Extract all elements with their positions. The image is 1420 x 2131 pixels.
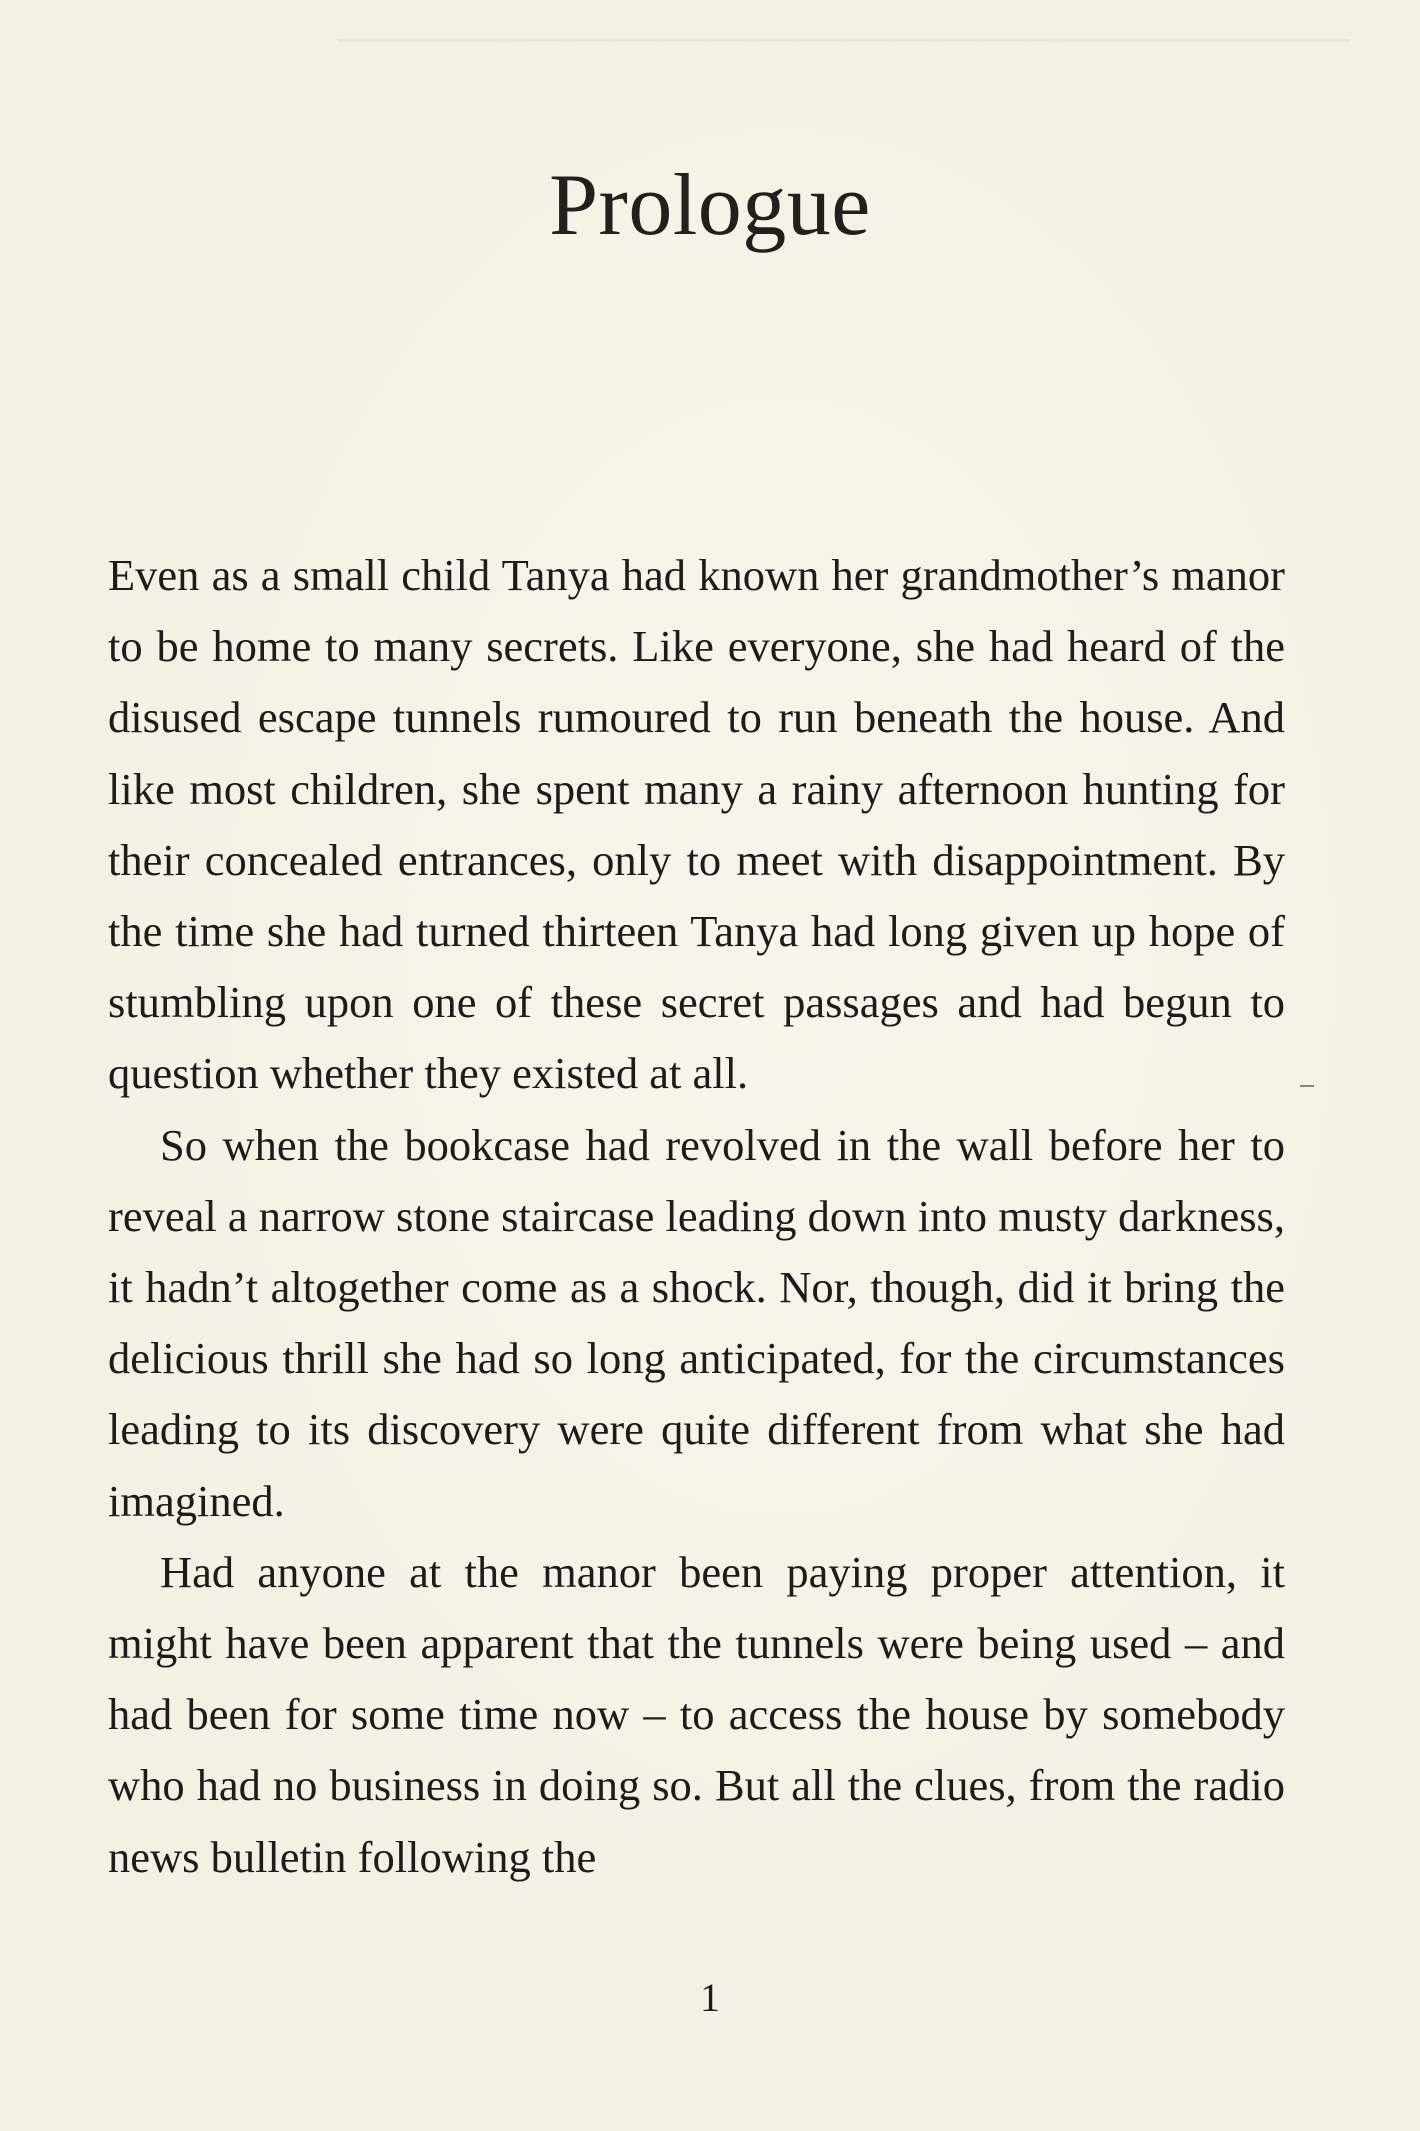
- page-number: 1: [700, 1975, 720, 2020]
- margin-mark: [1300, 1085, 1314, 1087]
- paragraph-3: Had anyone at the manor been paying proper attention, it might have been apparent that the tunnels were being used – and had been for some time now – to access the house by somebody who had no business in doing so. But all the clues, from the radio news bulletin following the: [108, 1546, 1285, 1882]
- body-text: [108, 540, 1285, 1893]
- paragraph-1: Even as a small child Tanya had known her grandmother’s manor to be home to many secrets. Like everyone, she had heard of the disused escape tunnels rumoured to run beneath the house. And like most children, she spent many a rainy afternoon hunting for their concealed entrances, only to meet with disappointment. By the time she had turned thirteen Tanya had long given up hope of stumbling upon one of these secret passages and had begun to question whether they existed at all.: [108, 550, 1285, 1099]
- chapter-title: Prologue: [549, 157, 871, 254]
- paragraph-2: So when the bookcase had revolved in the wall before her to reveal a narrow stone staircase leading down into musty darkness, it hadn’t altogether come as a shock. Nor, though, did it bring the delicious thrill she had so long anticipated, for the circumstances leading to its discovery were quite different from what she had imagined.: [108, 1119, 1285, 1526]
- show-through-texture: ——————————————————————: [338, 10, 1350, 61]
